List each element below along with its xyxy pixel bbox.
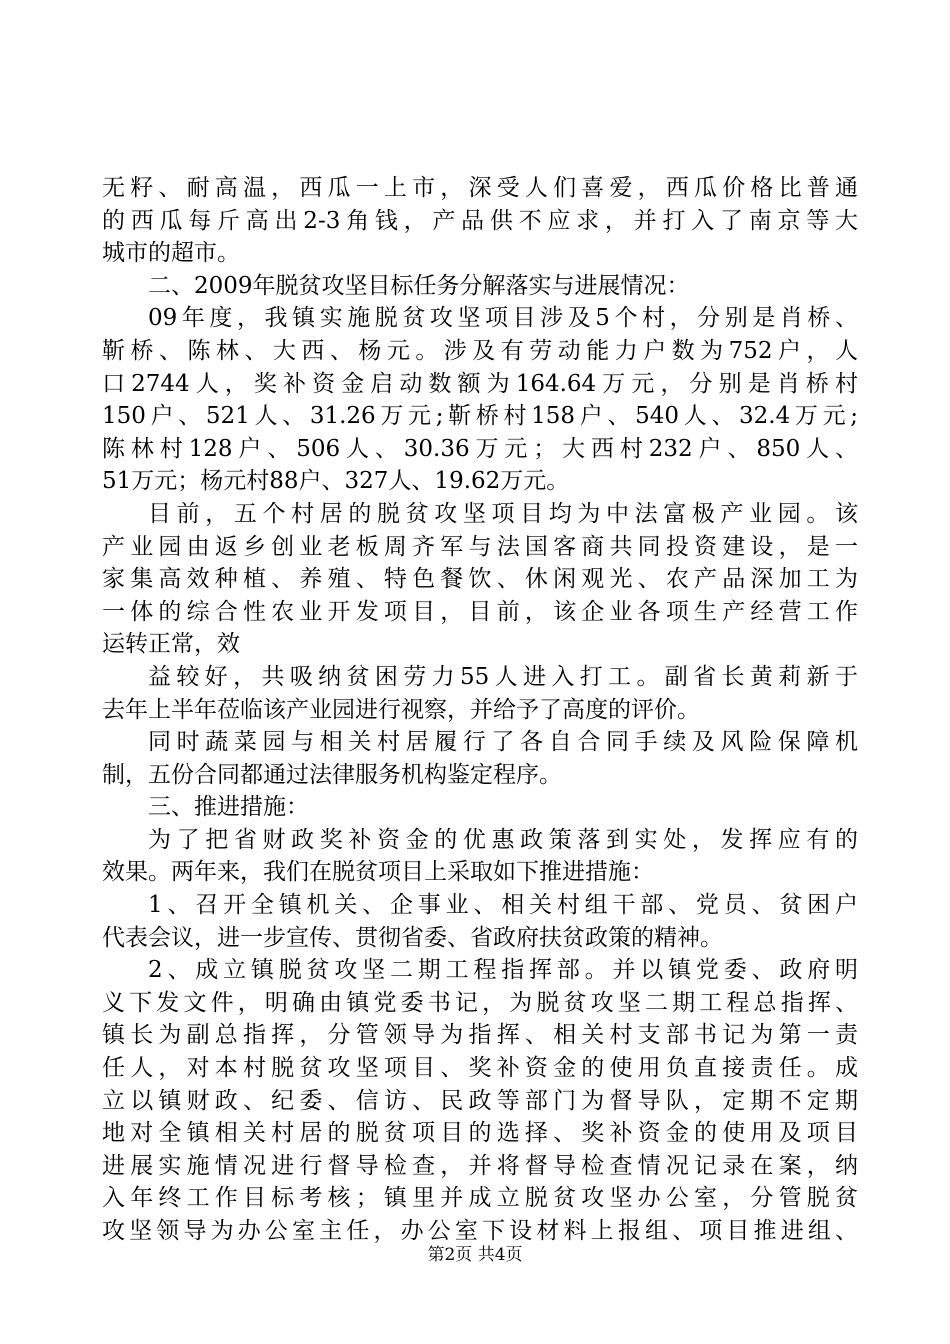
text-line: 陈林村128户、506人、30.36万元；大西村232户、850人、 [102, 435, 858, 462]
text-line: 攻坚领导为办公室主任，办公室下设材料上报组、项目推进组、 [102, 1218, 858, 1244]
text-line: 益较好，共吸纳贫困劳力55人进入打工。副省长黄莉新于 [148, 663, 858, 690]
text-line: 镇长为副总指挥，分管领导为指挥、相关村支部书记为第一责 [102, 1022, 858, 1049]
text-line: 一体的综合性农业开发项目，目前，该企业各项生产经营工作 [102, 598, 858, 625]
text-line: 150户、521人、31.26万元;靳桥村158户、540人、32.4万元; [102, 403, 858, 430]
text-line: 城市的超市。 [102, 240, 240, 267]
text-line: 无籽、耐高温，西瓜一上市，深受人们喜爱，西瓜价格比普通 [102, 175, 858, 201]
text-line: 任人，对本村脱贫攻坚项目、奖补资金的使用负直接责任。成 [102, 1055, 858, 1082]
text-line: 制，五份合同都通过法律服务机构鉴定程序。 [102, 761, 562, 788]
text-line: 代表会议，进一步宣传、贯彻省委、省政府扶贫政策的精神。 [102, 924, 723, 951]
document-body [102, 172, 858, 1248]
text-line: 进展实施情况进行督导检查，并将督导检查情况记录在案，纳 [102, 1152, 858, 1179]
text-line: 产业园由返乡创业老板周齐军与法国客商共同投资建设，是一 [102, 533, 858, 560]
text-line: 三、推进措施： [148, 794, 309, 821]
text-line: 家集高效种植、养殖、特色餐饮、休闲观光、农产品深加工为 [102, 566, 858, 593]
text-line: 靳桥、陈林、大西、杨元。涉及有劳动能力户数为752户，人 [102, 337, 858, 364]
page-number-label: 第2页 共4页 [427, 1245, 523, 1265]
page-footer [0, 1244, 950, 1266]
text-line: 地对全镇相关村居的脱贫项目的选择、奖补资金的使用及项目 [102, 1120, 858, 1147]
text-line: 义下发文件，明确由镇党委书记，为脱贫攻坚二期工程总指挥、 [102, 989, 858, 1016]
text-line: 为了把省财政奖补资金的优惠政策落到实处，发挥应有的 [148, 826, 858, 853]
text-line: 效果。两年来，我们在脱贫项目上采取如下推进措施： [102, 859, 654, 886]
text-line: 2、成立镇脱贫攻坚二期工程指挥部。并以镇党委、政府明 [148, 957, 858, 984]
text-line: 立以镇财政、纪委、信访、民政等部门为督导队，定期不定期 [102, 1087, 858, 1114]
text-line: 入年终工作目标考核；镇里并成立脱贫攻坚办公室，分管脱贫 [102, 1185, 858, 1212]
text-line: 口2744人，奖补资金启动数额为164.64万元，分别是肖桥村 [102, 370, 858, 397]
text-line: 目前，五个村居的脱贫攻坚项目均为中法富极产业园。该 [148, 500, 858, 527]
text-line: 同时蔬菜园与相关村居履行了各自合同手续及风险保障机 [148, 729, 858, 756]
text-line: 1、召开全镇机关、企事业、相关村组干部、党员、贫困户 [148, 892, 858, 919]
text-line: 去年上半年莅临该产业园进行视察，并给予了高度的评价。 [102, 696, 700, 723]
text-line: 09年度，我镇实施脱贫攻坚项目涉及5个村，分别是肖桥、 [148, 305, 858, 332]
text-line: 运转正常，效 [102, 631, 240, 658]
text-line: 的西瓜每斤高出2-3角钱，产品供不应求，并打入了南京等大 [102, 207, 858, 234]
text-line: 二、2009年脱贫攻坚目标任务分解落实与进展情况： [148, 272, 690, 299]
text-line: 51万元；杨元村88户、327人、19.62万元。 [102, 468, 570, 495]
